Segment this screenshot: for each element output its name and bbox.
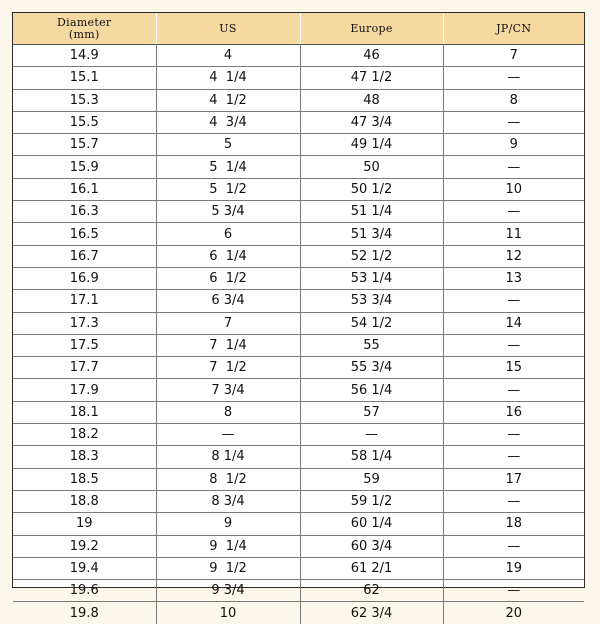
table-row (13, 111, 584, 133)
table-row (13, 245, 584, 267)
cell-europe: 55 3/4 (300, 357, 443, 379)
cell-jpcn: 8 (443, 89, 584, 111)
cell-europe: 60 1/4 (300, 513, 443, 535)
cell-diameter: 16.5 (13, 223, 156, 245)
header-diameter-line2: (mm) (68, 27, 100, 41)
cell-europe: — (300, 424, 443, 446)
cell-jpcn: 11 (443, 223, 584, 245)
cell-jpcn: 13 (443, 267, 584, 289)
table-row (13, 67, 584, 89)
cell-europe: 62 (300, 580, 443, 602)
cell-europe: 47 3/4 (300, 111, 443, 133)
cell-diameter: 16.7 (13, 245, 156, 267)
table-row (13, 446, 584, 468)
cell-europe: 57 (300, 401, 443, 423)
header-us: US (156, 13, 300, 45)
table-row (13, 379, 584, 401)
cell-diameter: 15.9 (13, 156, 156, 178)
cell-jpcn: 18 (443, 513, 584, 535)
table-body (13, 45, 584, 624)
table-row (13, 535, 584, 557)
cell-diameter: 17.9 (13, 379, 156, 401)
table-row (13, 312, 584, 334)
cell-jpcn: 16 (443, 401, 584, 423)
cell-us: 9 1/2 (156, 557, 300, 579)
cell-europe: 59 (300, 468, 443, 490)
table-row (13, 290, 584, 312)
cell-europe: 53 1/4 (300, 267, 443, 289)
cell-us: 7 (156, 312, 300, 334)
header-row (13, 13, 584, 45)
cell-europe: 54 1/2 (300, 312, 443, 334)
cell-us: 8 1/4 (156, 446, 300, 468)
cell-diameter: 14.9 (13, 45, 156, 67)
cell-us: — (156, 424, 300, 446)
cell-diameter: 15.3 (13, 89, 156, 111)
cell-us: 4 3/4 (156, 111, 300, 133)
cell-us: 9 1/4 (156, 535, 300, 557)
cell-jpcn: 12 (443, 245, 584, 267)
table-row (13, 134, 584, 156)
cell-europe: 56 1/4 (300, 379, 443, 401)
cell-us: 6 3/4 (156, 290, 300, 312)
cell-diameter: 16.1 (13, 178, 156, 200)
cell-us: 7 1/4 (156, 334, 300, 356)
cell-us: 6 1/2 (156, 267, 300, 289)
cell-diameter: 18.2 (13, 424, 156, 446)
table-row (13, 490, 584, 512)
cell-diameter: 18.8 (13, 490, 156, 512)
cell-jpcn: 19 (443, 557, 584, 579)
cell-europe: 50 (300, 156, 443, 178)
table-row (13, 513, 584, 535)
cell-europe: 55 (300, 334, 443, 356)
cell-diameter: 16.9 (13, 267, 156, 289)
table-row (13, 267, 584, 289)
cell-us: 7 3/4 (156, 379, 300, 401)
header-diameter (13, 13, 156, 45)
cell-jpcn: 17 (443, 468, 584, 490)
cell-diameter: 17.7 (13, 357, 156, 379)
cell-europe: 52 1/2 (300, 245, 443, 267)
cell-us: 7 1/2 (156, 357, 300, 379)
cell-diameter: 18.5 (13, 468, 156, 490)
table-row (13, 602, 584, 624)
cell-jpcn: — (443, 156, 584, 178)
cell-europe: 58 1/4 (300, 446, 443, 468)
cell-jpcn: 10 (443, 178, 584, 200)
cell-jpcn: 20 (505, 605, 523, 621)
cell-europe: 61 2/1 (300, 557, 443, 579)
cell-us: 8 3/4 (156, 490, 300, 512)
cell-us: 9 (156, 513, 300, 535)
ring-size-table (13, 13, 584, 624)
cell-diameter: 17.1 (13, 290, 156, 312)
cell-diameter: 19.8 (13, 602, 156, 624)
cell-jpcn: 9 (443, 134, 584, 156)
cell-jpcn: 14 (443, 312, 584, 334)
cell-europe: 47 1/2 (300, 67, 443, 89)
table-row (13, 45, 584, 67)
cell-us: 6 1/4 (156, 245, 300, 267)
cell-us: 8 1/2 (156, 468, 300, 490)
cell-diameter: 15.7 (13, 134, 156, 156)
cell-jpcn: — (443, 334, 584, 356)
cell-jpcn: 7 (443, 45, 584, 67)
cell-europe: 48 (300, 89, 443, 111)
cell-diameter: 18.3 (13, 446, 156, 468)
cell-us: 4 1/2 (156, 89, 300, 111)
cell-us: 10 (156, 602, 300, 624)
cell-diameter: 19.4 (13, 557, 156, 579)
cell-diameter: 17.5 (13, 334, 156, 356)
table-header (13, 13, 584, 45)
header-jpcn: JP/CN (443, 13, 584, 45)
table-row (13, 334, 584, 356)
cell-europe: 51 1/4 (300, 201, 443, 223)
cell-diameter: 15.1 (13, 67, 156, 89)
cell-europe: 60 3/4 (300, 535, 443, 557)
cell-jpcn: — (443, 290, 584, 312)
cell-us: 5 1/4 (156, 156, 300, 178)
table-row (13, 178, 584, 200)
cell-jpcn: — (443, 535, 584, 557)
table-row (13, 357, 584, 379)
table-row (13, 401, 584, 423)
cell-europe: 46 (300, 45, 443, 67)
table-row (13, 201, 584, 223)
cell-us: 8 (156, 401, 300, 423)
cell-diameter: 19.2 (13, 535, 156, 557)
cell-us: 5 1/2 (156, 178, 300, 200)
cell-diameter: 18.1 (13, 401, 156, 423)
table-row (13, 89, 584, 111)
cell-diameter: 16.3 (13, 201, 156, 223)
table-row (13, 223, 584, 245)
header-diameter-line1: Diameter (57, 15, 112, 29)
cell-us: 5 (156, 134, 300, 156)
cell-europe: 49 1/4 (300, 134, 443, 156)
table-row (13, 468, 584, 490)
table-row (13, 156, 584, 178)
cell-jpcn: — (443, 490, 584, 512)
cell-europe: 50 1/2 (300, 178, 443, 200)
size-chart-frame (12, 12, 585, 621)
cell-diameter: 19 (13, 513, 156, 535)
cell-jpcn: — (443, 111, 584, 133)
cell-us: 6 (156, 223, 300, 245)
cell-jpcn: — (443, 67, 584, 89)
cell-us: 4 1/4 (156, 67, 300, 89)
cell-diameter: 17.3 (13, 312, 156, 334)
cell-europe: 62 3/4 (300, 602, 443, 624)
cell-jpcn: — (443, 424, 584, 446)
cell-us: 9 3/4 (156, 580, 300, 602)
header-europe: Europe (300, 13, 443, 45)
cell-jpcn: — (443, 580, 584, 602)
cell-us: 4 (156, 45, 300, 67)
table-row (13, 557, 584, 579)
cell-jpcn: — (443, 446, 584, 468)
cell-diameter: 19.6 (13, 580, 156, 602)
cell-jpcn: — (443, 379, 584, 401)
cell-europe: 51 3/4 (300, 223, 443, 245)
cell-jpcn: — (443, 201, 584, 223)
cell-jpcn: 15 (443, 357, 584, 379)
cell-diameter: 15.5 (13, 111, 156, 133)
cell-europe: 59 1/2 (300, 490, 443, 512)
table-row (13, 580, 584, 602)
cell-europe: 53 3/4 (300, 290, 443, 312)
table-row (13, 424, 584, 446)
cell-us: 5 3/4 (156, 201, 300, 223)
